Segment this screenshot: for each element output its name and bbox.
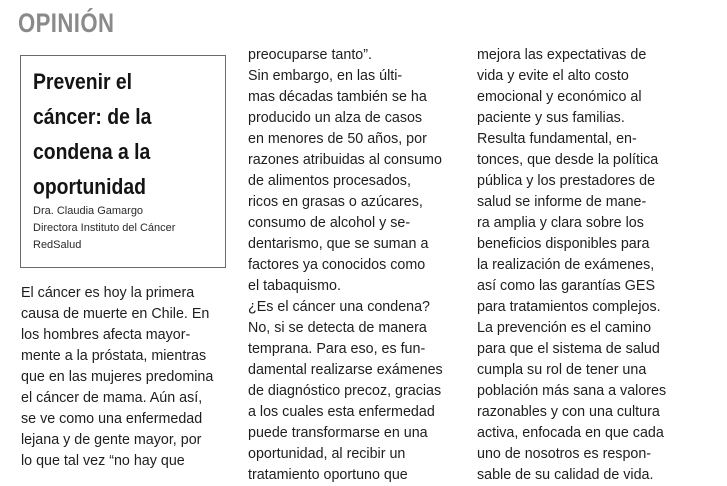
- article-line: se ve como una enfermedad: [21, 411, 203, 427]
- article-line: causa de muerte en Chile. En: [21, 306, 210, 322]
- headline-line: cáncer: de la: [33, 104, 152, 129]
- article-line: así como las garantías GES: [477, 278, 655, 294]
- article-line: el cáncer de mama. Aún así,: [21, 390, 203, 406]
- article-line: razonables y con una cultura: [477, 404, 660, 420]
- article-line: lo que tal vez “no hay que: [21, 453, 185, 469]
- article-line: factores ya conocidos como: [248, 257, 426, 273]
- article-line: la realización de exámenes,: [477, 257, 655, 273]
- article-line: puede transformarse en una: [248, 425, 428, 441]
- article-line: damental realizarse exámenes: [248, 362, 443, 378]
- article-line: pública y los prestadores de: [477, 173, 656, 189]
- article-line: Sin embargo, en las últi-: [248, 68, 403, 84]
- article-line: emocional y económico al: [477, 89, 642, 105]
- article-line: ra amplia y clara sobre los: [477, 215, 644, 231]
- headline-line: oportunidad: [33, 174, 146, 199]
- article-line: cumpla su rol de tener una: [477, 362, 647, 378]
- article-line: dentarismo, que se suman a: [248, 236, 429, 252]
- article-line: en menores de 50 años, por: [248, 131, 427, 147]
- article-line: para que el sistema de salud: [477, 341, 660, 357]
- headline-line: Prevenir el: [33, 69, 133, 94]
- article-column-1: [21, 283, 231, 472]
- article-line: el tabaquismo.: [248, 278, 341, 294]
- article-line: a los cuales esta enfermedad: [248, 404, 435, 420]
- article-line: Resulta fundamental, en-: [477, 131, 637, 147]
- article-line: preocuparse tanto”.: [248, 47, 372, 63]
- headline: [33, 64, 193, 204]
- article-line: sable de su calidad de vida.: [477, 467, 654, 483]
- article-line: mas décadas también se ha: [248, 89, 427, 105]
- article-column-2: [248, 45, 458, 486]
- article-line: ¿Es el cáncer una condena?: [248, 299, 431, 315]
- author-role: Directora Instituto del Cáncer: [33, 222, 176, 234]
- article-line: los hombres afecta mayor-: [21, 327, 191, 343]
- article-line: de diagnóstico precoz, gracias: [248, 383, 442, 399]
- article-line: temprana. Para eso, es fun-: [248, 341, 426, 357]
- headline-line: condena a la: [33, 139, 151, 164]
- article-line: No, si se detecta de manera: [248, 320, 427, 336]
- article-line: para tratamientos complejos.: [477, 299, 661, 315]
- article-line: activa, enfocada en que cada: [477, 425, 664, 441]
- article-line: población más sana a valores: [477, 383, 667, 399]
- article-line: mejora las expectativas de: [477, 47, 647, 63]
- article-line: uno de nosotros es respon-: [477, 446, 652, 462]
- article-line: oportunidad, al recibir un: [248, 446, 406, 462]
- article-column-3: [477, 45, 687, 486]
- article-line: vida y evite el alto costo: [477, 68, 629, 84]
- author-name: Dra. Claudia Gamargo: [33, 205, 144, 217]
- article-line: de alimentos procesados,: [248, 173, 411, 189]
- article-line: La prevención es el camino: [477, 320, 652, 336]
- headline-box: [20, 55, 226, 268]
- article-line: ricos en grasas o azúcares,: [248, 194, 423, 210]
- article-line: tratamiento oportuno que: [248, 467, 408, 483]
- article-line: tonces, que desde la política: [477, 152, 659, 168]
- article-line: consumo de alcohol y se-: [248, 215, 411, 231]
- article-line: beneficios disponibles para: [477, 236, 650, 252]
- article-line: lejana y de gente mayor, por: [21, 432, 202, 448]
- article-line: mente a la próstata, mientras: [21, 348, 207, 364]
- author-byline: [33, 203, 175, 254]
- author-organization: RedSalud: [33, 239, 82, 251]
- article-line: razones atribuidas al consumo: [248, 152, 442, 168]
- section-label: OPINIÓN: [18, 8, 115, 38]
- article-line: El cáncer es hoy la primera: [21, 285, 195, 301]
- article-line: que en las mujeres predomina: [21, 369, 214, 385]
- article-line: paciente y sus familias.: [477, 110, 625, 126]
- article-line: salud se informe de mane-: [477, 194, 647, 210]
- article-line: producido un alza de casos: [248, 110, 423, 126]
